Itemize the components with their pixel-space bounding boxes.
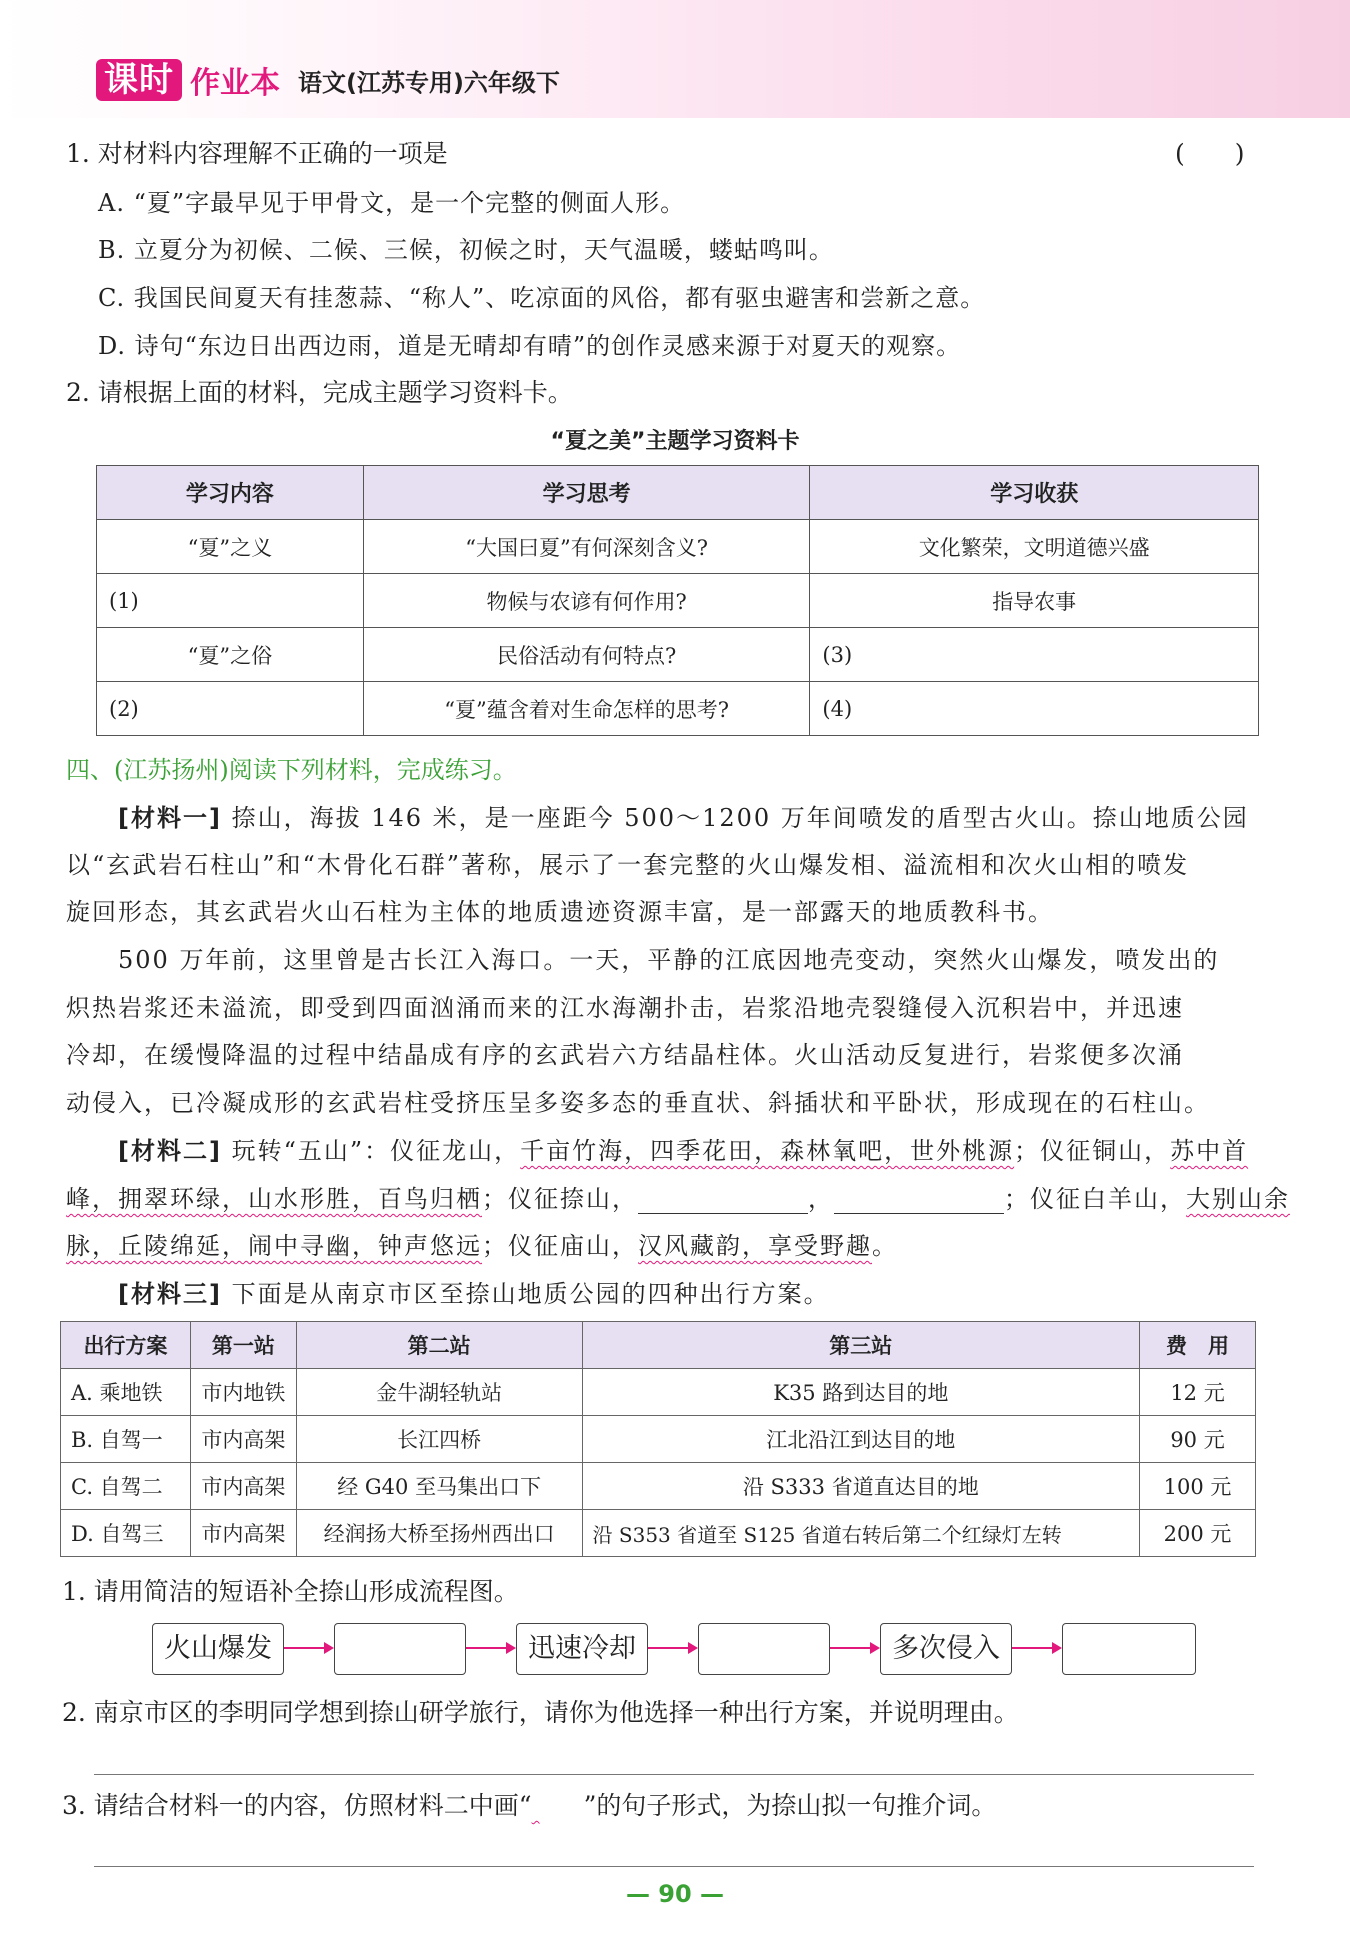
plan-cell: 经 G40 至马集出口下 (296, 1463, 582, 1510)
card-cell: 物候与农谚有何作用? (363, 574, 810, 628)
flow-blank-box[interactable] (698, 1623, 830, 1675)
brand-logo: 课时 (96, 59, 182, 101)
plan-header-cell: 第三站 (582, 1322, 1139, 1369)
flow-box: 多次侵入 (880, 1623, 1012, 1675)
flow-arrow (284, 1647, 332, 1649)
travel-plan-table (60, 1321, 1256, 1557)
table-row (97, 628, 1259, 682)
card-blank-cell[interactable]: (1) (97, 574, 364, 628)
wavy-underlined-text: 大别山余 (1186, 1185, 1290, 1213)
ex3-stem: 3. 请结合材料一的内容，仿照材料二中画“ ”的句子形式，为捺山拟一句推介词。 (62, 1791, 997, 1820)
answer-blank[interactable] (638, 1187, 808, 1214)
plan-header-cell: 出行方案 (61, 1322, 191, 1369)
q2-stem: 2. 请根据上面的材料，完成主题学习资料卡。 (66, 378, 573, 407)
plan-header-cell: 第一站 (190, 1322, 296, 1369)
flow-box: 迅速冷却 (516, 1623, 648, 1675)
card-blank-cell[interactable]: (4) (810, 682, 1259, 736)
plan-cell: 长江四桥 (296, 1416, 582, 1463)
wavy-mark (532, 1791, 584, 1820)
flow-box: 火山爆发 (152, 1623, 284, 1675)
table-row (97, 520, 1259, 574)
card-cell: 民俗活动有何特点? (363, 628, 810, 682)
plan-header-cell: 第二站 (296, 1322, 582, 1369)
q1-option-c: C. 我国民间夏天有挂葱蒜、“称人”、吃凉面的风俗，都有驱虫避害和尝新之意。 (98, 284, 986, 312)
material-1-line: 以“玄武岩石柱山”和“木骨化石群”著称，展示了一套完整的火山爆发相、溢流相和次火山相的喷发 (66, 851, 1190, 879)
wavy-underlined-text: 苏中首 (1170, 1137, 1249, 1165)
plan-cell: K35 路到达目的地 (582, 1369, 1139, 1416)
brand-name: 作业本 (190, 66, 280, 101)
material-2-line: 峰，拥翠环绿，山水形胜，百鸟归栖；仪征捺山， ， ；仪征白羊山，大别山余 (66, 1185, 1290, 1213)
plan-cell: 市内高架 (190, 1463, 296, 1510)
material-1-line: 动侵入，已冷凝成形的玄武岩柱受挤压呈多姿多态的垂直状、斜插状和平卧状，形成现在的石柱山。 (66, 1089, 1210, 1117)
table-row (61, 1416, 1256, 1463)
flow-blank-box[interactable] (1062, 1623, 1196, 1675)
plan-cell: 90 元 (1140, 1416, 1256, 1463)
material-3-line: [材料三] 下面是从南京市区至捺山地质公园的四种出行方案。 (118, 1280, 830, 1308)
material-1-label: [材料一] (118, 804, 222, 832)
study-card-table (96, 465, 1259, 736)
plan-cell: 金牛湖轻轨站 (296, 1369, 582, 1416)
plan-cell: 12 元 (1140, 1369, 1256, 1416)
card-cell: “大国曰夏”有何深刻含义? (363, 520, 810, 574)
plan-header-row (61, 1322, 1256, 1369)
plan-cell: 沿 S353 省道至 S125 省道右转后第二个红绿灯左转 (582, 1510, 1139, 1557)
q1-option-b: B. 立夏分为初候、二候、三候，初候之时，天气温暖，蝼蛄鸣叫。 (98, 236, 834, 264)
material-2-label: [材料二] (118, 1137, 222, 1165)
material-1-line: 旋回形态，其玄武岩火山石柱为主体的地质遗迹资源丰富，是一部露天的地质教科书。 (66, 898, 1054, 926)
material-2-line: 脉，丘陵绵延，闹中寻幽，钟声悠远；仪征庙山，汉风藏韵，享受野趣。 (66, 1232, 898, 1260)
card-blank-cell[interactable]: (2) (97, 682, 364, 736)
flow-arrow (648, 1647, 696, 1649)
material-2-line: [材料二] 玩转“五山”：仪征龙山，千亩竹海，四季花田，森林氧吧，世外桃源；仪征铜山，苏中首 (118, 1137, 1249, 1165)
book-subtitle: 语文(江苏专用)六年级下 (298, 68, 560, 97)
card-blank-cell[interactable]: (3) (810, 628, 1259, 682)
card-cell: “夏”蕴含着对生命怎样的思考? (363, 682, 810, 736)
plan-header-cell: 费 用 (1140, 1322, 1256, 1369)
plan-cell: 市内高架 (190, 1416, 296, 1463)
brand (96, 58, 560, 102)
card-cell: “夏”之俗 (97, 628, 364, 682)
page-number: — 90 — (625, 1880, 725, 1908)
table-row (97, 574, 1259, 628)
answer-line[interactable] (94, 1774, 1254, 1775)
ex2-stem: 2. 南京市区的李明同学想到捺山研学旅行，请你为他选择一种出行方案，并说明理由。 (62, 1698, 1019, 1727)
material-1-line: [材料一] 捺山，海拔 146 米，是一座距今 500～1200 万年间喷发的盾型古火山。捺山地质公园 (118, 804, 1249, 832)
flow-arrow (466, 1647, 514, 1649)
flow-arrow (1012, 1647, 1060, 1649)
plan-cell: A. 乘地铁 (61, 1369, 191, 1416)
flow-arrow (830, 1647, 878, 1649)
section-4-title: 四、(江苏扬州)阅读下列材料，完成练习。 (66, 756, 517, 784)
card-header-cell: 学习思考 (363, 466, 810, 520)
plan-cell: B. 自驾一 (61, 1416, 191, 1463)
card-title: “夏之美”主题学习资料卡 (550, 429, 800, 454)
wavy-underlined-text: 脉，丘陵绵延，闹中寻幽，钟声悠远 (66, 1232, 482, 1260)
plan-cell: 200 元 (1140, 1510, 1256, 1557)
q1-option-a: A. “夏”字最早见于甲骨文，是一个完整的侧面人形。 (98, 189, 686, 217)
card-cell: 指导农事 (810, 574, 1259, 628)
card-cell: 文化繁荣，文明道德兴盛 (810, 520, 1259, 574)
table-row (61, 1369, 1256, 1416)
q1-stem: 1. 对材料内容理解不正确的一项是 (66, 139, 448, 168)
material-1-line: 500 万年前，这里曾是古长江入海口。一天，平静的江底因地壳变动，突然火山爆发，喷发出的 (118, 946, 1220, 974)
plan-cell: C. 自驾二 (61, 1463, 191, 1510)
plan-cell: 市内高架 (190, 1510, 296, 1557)
table-row (97, 682, 1259, 736)
table-row (61, 1510, 1256, 1557)
q1-answer-bracket: ( ) (1175, 139, 1245, 168)
flow-blank-box[interactable] (334, 1623, 466, 1675)
plan-cell: 沿 S333 省道直达目的地 (582, 1463, 1139, 1510)
q1-option-d: D. 诗句“东边日出西边雨，道是无晴却有晴”的创作灵感来源于对夏天的观察。 (98, 332, 962, 360)
plan-cell: 经润扬大桥至扬州西出口 (296, 1510, 582, 1557)
answer-line[interactable] (94, 1866, 1254, 1867)
wavy-underlined-text: 千亩竹海，四季花田，森林氧吧，世外桃源 (520, 1137, 1015, 1165)
card-header-cell: 学习收获 (810, 466, 1259, 520)
ex1-stem: 1. 请用简洁的短语补全捺山形成流程图。 (62, 1577, 519, 1606)
wavy-underlined-text: 汉风藏韵，享受野趣 (638, 1232, 872, 1260)
card-cell: “夏”之义 (97, 520, 364, 574)
material-1-line: 冷却，在缓慢降温的过程中结晶成有序的玄武岩六方结晶柱体。火山活动反复进行，岩浆便多次涌 (66, 1041, 1184, 1069)
card-header-cell: 学习内容 (97, 466, 364, 520)
plan-cell: 100 元 (1140, 1463, 1256, 1510)
material-3-label: [材料三] (118, 1280, 222, 1308)
plan-cell: 市内地铁 (190, 1369, 296, 1416)
material-1-line: 炽热岩浆还未溢流，即受到四面汹涌而来的江水海潮扑击，岩浆沿地壳裂缝侵入沉积岩中，并迅速 (66, 994, 1184, 1022)
plan-cell: D. 自驾三 (61, 1510, 191, 1557)
card-header-row (97, 466, 1259, 520)
plan-cell: 江北沿江到达目的地 (582, 1416, 1139, 1463)
wavy-underlined-text: 峰，拥翠环绿，山水形胜，百鸟归栖 (66, 1185, 482, 1213)
table-row (61, 1463, 1256, 1510)
answer-blank[interactable] (834, 1187, 1004, 1214)
